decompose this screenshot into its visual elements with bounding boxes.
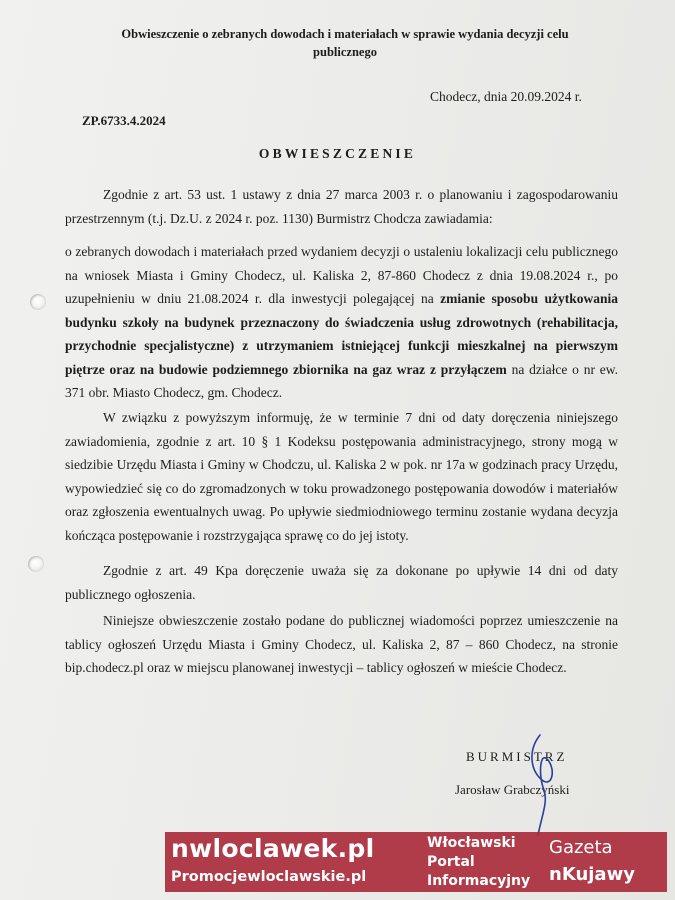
watermark-portal-line: Portal (427, 854, 475, 870)
document-heading: OBWIESZCZENIE (258, 146, 417, 161)
watermark-promo-site: Promocjewloclawskie.pl (171, 869, 367, 885)
watermark-portal-line: Włocławski (427, 835, 516, 851)
subject-paragraph (65, 240, 618, 405)
watermark-portal-line: Informacyjny (427, 873, 531, 889)
delivery-paragraph: Zgodnie z art. 49 Kpa doręczenie uważa się za dokonane po upływie 14 dni od daty publicznego ogłoszenia. (65, 563, 618, 602)
signature-title: BURMISTRZ (466, 749, 568, 764)
watermark-banner (165, 832, 667, 892)
signature-name: Jarosław Grabczyński (455, 782, 570, 797)
subject-suffix: na działce o nr ew. 371 obr. Miasto Chodecz, gm. Chodecz. (65, 361, 618, 400)
date-line: Chodecz, dnia 20.09.2024 r. (430, 89, 582, 104)
watermark-gazeta-label (549, 834, 635, 888)
publication-paragraph: Niniejsze obwieszczenie zostało podane do publicznej wiadomości poprzez umieszczenie na tablicy ogłoszeń Urzędu Miasta i Gminy Chodecz, ul. Kaliska 2, 87 – 860 Chodecz, na stronie bip.chodecz.pl oraz w miejscu planowanej inwestycji – tablicy ogłoszeń w mieście Chodecz. (65, 613, 618, 675)
document-title: Obwieszczenie o zebranych dowodach i materiałach w sprawie wydania decyzji celu publicznego (121, 27, 569, 59)
punch-hole-top (30, 294, 46, 310)
handwritten-signature (518, 730, 568, 840)
punch-hole-bottom (28, 556, 44, 572)
watermark-gazeta-line: Gazeta (549, 837, 613, 858)
notice-paragraph: W związku z powyższym informuję, że w terminie 7 dni od daty doręczenia niniejszego zawiadomienia, zgodnie z art. 10 § 1 Kodeksu postępowania administracyjnego, strony mogą w siedzibie Urzędu Miasta i Gminy w Chodczu, ul. Kaliska 2 w pok. nr 17a w godzinach pracy Urzędu, wypowiedzieć się co do zgromadzonych w toku prowadzonego postępowania dowodów i materiałów oraz zgłoszenia ewentualnych uwag. Po upływie siedmiodniowego terminu zostanie wydana decyzja kończąca postępowanie i rozstrzygająca sprawę co do jej istoty. (65, 410, 618, 543)
watermark-portal-label (427, 834, 530, 891)
intro-paragraph: Zgodnie z art. 53 ust. 1 ustawy z dnia 27 marca 2003 r. o planowaniu i zagospodarowaniu przestrzennym (t.j. Dz.U. z 2024 r. poz. 1130) Burmistrz Chodcza zawiadamia: (65, 187, 618, 226)
subject-prefix: o zebranych dowodach i materiałach przed wydaniem decyzji o ustaleniu lokalizacji celu publicznego na wniosek Miasta i Gminy Chodecz, ul. Kaliska 2, 87-860 Chodecz z dnia 19.08.2024 r., po uzupełnieniu w dniu 21.08.2024 r. dla inwestycji polegającej na (65, 244, 618, 306)
case-number: ZP.6733.4.2024 (82, 113, 166, 128)
watermark-site-name: nwloclawek.pl (171, 834, 375, 863)
watermark-gazeta-brand: nKujawy (549, 864, 635, 885)
subject-investment-description: zmianie sposobu użytkowania budynku szkoły na budynek przeznaczony do świadczenia usług zdrowotnych (rehabilitacja, przychodnie specjalistyczne) z utrzymaniem istniejącej funkcji mieszkalnej na pierwszym piętrze oraz na budowie podziemnego zbiornika na gaz wraz z przyłączem (65, 291, 618, 377)
